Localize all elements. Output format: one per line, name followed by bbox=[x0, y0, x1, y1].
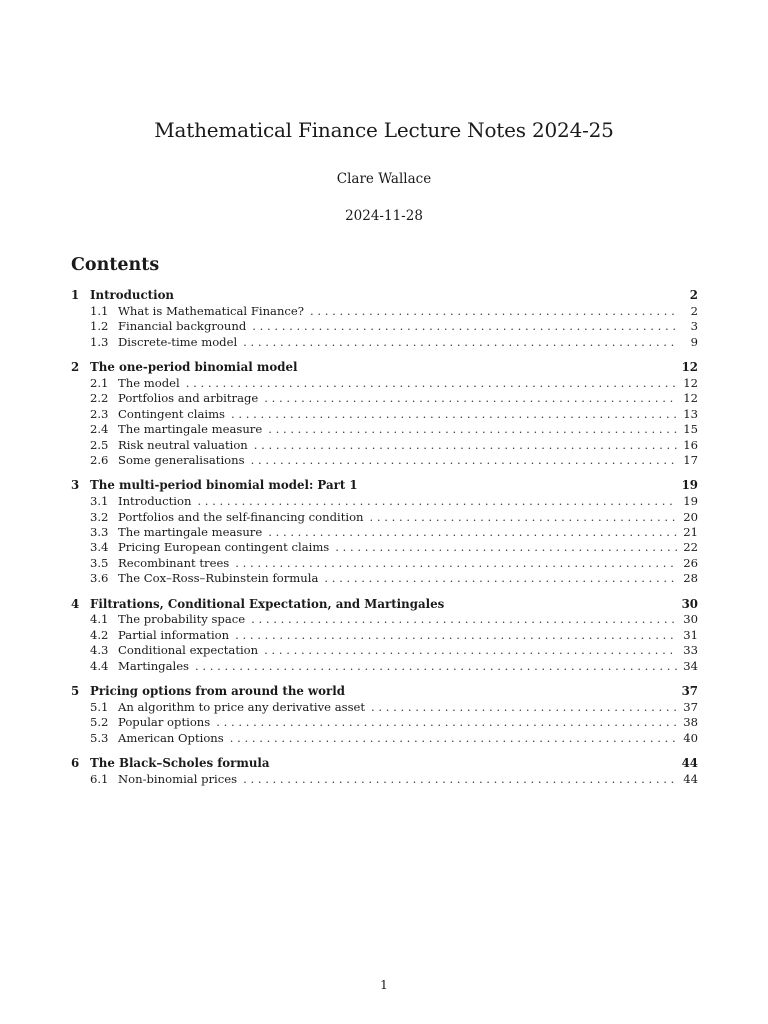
toc-dot-leader bbox=[195, 659, 677, 674]
toc-chapter-entry[interactable] bbox=[71, 597, 698, 612]
document-title: Mathematical Finance Lecture Notes 2024-25 bbox=[154, 118, 614, 142]
toc-section-title: Non-binomial prices bbox=[118, 771, 238, 786]
toc-chapter-entry[interactable] bbox=[71, 684, 698, 699]
toc-dot-leader bbox=[186, 376, 678, 391]
toc-chapter-entry[interactable] bbox=[71, 360, 698, 375]
toc-section-title: Popular options bbox=[118, 715, 211, 730]
toc-chapter-title: Filtrations, Conditional Expectation, and Martingales bbox=[90, 596, 445, 611]
toc-section-entry[interactable] bbox=[71, 659, 698, 674]
toc-section-page: 19 bbox=[683, 494, 698, 509]
toc-section-entry[interactable] bbox=[71, 772, 698, 787]
toc-dot-leader bbox=[216, 715, 677, 730]
toc-section bbox=[71, 756, 698, 787]
toc-section-entry[interactable] bbox=[71, 304, 698, 319]
toc-section-number: 2.5 bbox=[90, 437, 109, 452]
toc-section bbox=[71, 288, 698, 350]
toc-section-entry[interactable] bbox=[71, 335, 698, 350]
toc-dot-leader bbox=[310, 304, 678, 319]
toc-section-number: 3.1 bbox=[90, 494, 109, 509]
toc-dot-leader bbox=[235, 556, 677, 571]
toc-dot-leader bbox=[235, 628, 677, 643]
toc-section-page: 9 bbox=[690, 334, 698, 349]
toc-dot-leader bbox=[268, 525, 677, 540]
toc-chapter-page: 30 bbox=[681, 596, 698, 611]
toc-section-title: The martingale measure bbox=[118, 422, 263, 437]
toc-section-page: 3 bbox=[690, 319, 698, 334]
toc-section-title: Financial background bbox=[118, 319, 247, 334]
toc-section bbox=[71, 684, 698, 746]
toc-section-page: 26 bbox=[683, 555, 698, 570]
toc-section-page: 31 bbox=[683, 627, 698, 642]
toc-section-page: 44 bbox=[683, 771, 698, 786]
toc-section-entry[interactable] bbox=[71, 438, 698, 453]
toc-section-page: 15 bbox=[683, 422, 698, 437]
toc-section-number: 6.1 bbox=[90, 771, 109, 786]
toc-section-title: Risk neutral valuation bbox=[118, 437, 248, 452]
toc-section-number: 5.2 bbox=[90, 715, 109, 730]
toc-chapter-number: 4 bbox=[71, 596, 80, 611]
toc-chapter-entry[interactable] bbox=[71, 478, 698, 493]
toc-section-page: 21 bbox=[683, 524, 698, 539]
toc-chapter-page: 12 bbox=[681, 360, 698, 375]
document-author: Clare Wallace bbox=[336, 171, 432, 187]
toc-section-page: 12 bbox=[683, 391, 698, 406]
toc-dot-leader bbox=[231, 407, 677, 422]
toc-section-number: 4.2 bbox=[90, 627, 109, 642]
toc-section-title: Portfolios and arbitrage bbox=[118, 391, 259, 406]
toc-section-page: 12 bbox=[683, 375, 698, 390]
toc-section-page: 40 bbox=[683, 730, 698, 745]
toc-section-title: Recombinant trees bbox=[118, 555, 230, 570]
toc-section-page: 28 bbox=[683, 571, 698, 586]
toc-section-title: The probability space bbox=[118, 612, 246, 627]
toc-chapter-page: 37 bbox=[681, 683, 698, 698]
toc-section-title: Some generalisations bbox=[118, 452, 245, 467]
toc-section-title: What is Mathematical Finance? bbox=[118, 303, 304, 318]
toc-dot-leader bbox=[324, 571, 677, 586]
toc-chapter-title: Introduction bbox=[90, 288, 175, 302]
toc-chapter-entry[interactable] bbox=[71, 288, 698, 303]
toc-section bbox=[71, 360, 698, 468]
toc-section-entry[interactable] bbox=[71, 715, 698, 730]
toc-section-number: 3.2 bbox=[90, 509, 109, 524]
toc-dot-leader bbox=[243, 335, 678, 350]
toc-chapter-number: 6 bbox=[71, 756, 80, 771]
toc-section-page: 17 bbox=[683, 452, 698, 467]
toc-section-entry[interactable] bbox=[71, 376, 698, 391]
toc-section-page: 20 bbox=[683, 509, 698, 524]
toc-chapter-title: The multi-period binomial model: Part 1 bbox=[90, 478, 358, 493]
toc-dot-leader bbox=[371, 700, 677, 715]
toc-section-entry[interactable] bbox=[71, 453, 698, 468]
toc-section-entry[interactable] bbox=[71, 422, 698, 437]
toc-section-number: 5.3 bbox=[90, 730, 109, 745]
toc-chapter-number: 3 bbox=[71, 478, 80, 493]
toc-dot-leader bbox=[268, 422, 677, 437]
toc-section-title: Contingent claims bbox=[118, 406, 226, 421]
toc-section-number: 2.4 bbox=[90, 422, 109, 437]
toc-section-page: 33 bbox=[683, 643, 698, 658]
toc-section-number: 2.2 bbox=[90, 391, 109, 406]
toc-section-entry[interactable] bbox=[71, 407, 698, 422]
toc-section-number: 2.6 bbox=[90, 452, 109, 467]
toc-section-number: 2.1 bbox=[90, 375, 109, 390]
toc-dot-leader bbox=[254, 438, 677, 453]
toc-section bbox=[71, 597, 698, 674]
toc-chapter-entry[interactable] bbox=[71, 756, 698, 771]
toc-section-page: 2 bbox=[690, 303, 698, 318]
toc-section-number: 1.2 bbox=[90, 319, 109, 334]
toc-section-title: The martingale measure bbox=[118, 524, 263, 539]
toc-section-number: 3.6 bbox=[90, 571, 109, 586]
toc-section-number: 4.3 bbox=[90, 643, 109, 658]
toc-dot-leader bbox=[251, 453, 678, 468]
document-date: 2024-11-28 bbox=[345, 208, 423, 224]
toc-chapter-page: 19 bbox=[681, 478, 698, 493]
toc-section-title: American Options bbox=[118, 730, 224, 745]
toc-section-page: 16 bbox=[683, 437, 698, 452]
toc-section-title: Conditional expectation bbox=[118, 643, 259, 658]
toc-dot-leader bbox=[370, 510, 678, 525]
toc-section-title: Pricing European contingent claims bbox=[118, 540, 330, 555]
toc-section-page: 13 bbox=[683, 406, 698, 421]
toc-section-page: 30 bbox=[683, 612, 698, 627]
toc-section-number: 5.1 bbox=[90, 699, 109, 714]
toc-chapter-number: 5 bbox=[71, 683, 80, 698]
toc-section-number: 2.3 bbox=[90, 406, 109, 421]
toc-section-entry[interactable] bbox=[71, 510, 698, 525]
toc-section-title: Introduction bbox=[118, 494, 192, 509]
toc-chapter-page: 2 bbox=[689, 288, 698, 302]
toc-section-entry[interactable] bbox=[71, 628, 698, 643]
toc-section-entry[interactable] bbox=[71, 643, 698, 658]
toc-section-page: 22 bbox=[683, 540, 698, 555]
toc-section-title: Martingales bbox=[118, 658, 190, 673]
toc-section-entry[interactable] bbox=[71, 556, 698, 571]
toc-section-entry[interactable] bbox=[71, 612, 698, 627]
toc-chapter-title: Pricing options from around the world bbox=[90, 683, 345, 698]
toc-section-number: 3.4 bbox=[90, 540, 109, 555]
toc-dot-leader bbox=[243, 772, 677, 787]
toc-dot-leader bbox=[264, 391, 677, 406]
toc-section-number: 4.1 bbox=[90, 612, 109, 627]
toc-section-page: 37 bbox=[683, 699, 698, 714]
toc-section-number: 3.3 bbox=[90, 524, 109, 539]
toc-section-entry[interactable] bbox=[71, 319, 698, 334]
toc-section-number: 1.3 bbox=[90, 334, 109, 349]
toc-section-number: 3.5 bbox=[90, 555, 109, 570]
toc-chapter-title: The one-period binomial model bbox=[90, 360, 298, 375]
toc-section-entry[interactable] bbox=[71, 700, 698, 715]
toc-section-title: An algorithm to price any derivative asset bbox=[118, 699, 366, 714]
toc-section-number: 1.1 bbox=[90, 303, 109, 318]
toc-section-entry[interactable] bbox=[71, 540, 698, 555]
toc-section-title: Portfolios and the self-financing condition bbox=[118, 509, 364, 524]
toc-section-title: The model bbox=[118, 375, 180, 390]
toc-dot-leader bbox=[230, 731, 678, 746]
toc-section-number: 4.4 bbox=[90, 658, 109, 673]
toc-section-title: The Cox–Ross–Rubinstein formula bbox=[118, 571, 319, 586]
toc-section-entry[interactable] bbox=[71, 731, 698, 746]
contents-heading: Contents bbox=[71, 255, 160, 275]
toc-chapter-title: The Black–Scholes formula bbox=[90, 756, 270, 771]
table-of-contents bbox=[71, 288, 698, 797]
toc-chapter-number: 2 bbox=[71, 360, 80, 375]
toc-section-entry[interactable] bbox=[71, 525, 698, 540]
toc-dot-leader bbox=[197, 494, 677, 509]
toc-section-entry[interactable] bbox=[71, 571, 698, 586]
toc-dot-leader bbox=[252, 319, 678, 334]
toc-section-page: 34 bbox=[683, 658, 698, 673]
toc-dot-leader bbox=[335, 540, 677, 555]
toc-chapter-page: 44 bbox=[681, 756, 698, 771]
toc-dot-leader bbox=[264, 643, 677, 658]
toc-section-title: Partial information bbox=[118, 627, 230, 642]
toc-section-page: 38 bbox=[683, 715, 698, 730]
toc-section bbox=[71, 478, 698, 586]
toc-chapter-number: 1 bbox=[71, 288, 80, 302]
toc-section-title: Discrete-time model bbox=[118, 334, 238, 349]
toc-section-entry[interactable] bbox=[71, 391, 698, 406]
toc-section-entry[interactable] bbox=[71, 494, 698, 509]
page-number: 1 bbox=[380, 978, 388, 992]
toc-dot-leader bbox=[251, 612, 677, 627]
